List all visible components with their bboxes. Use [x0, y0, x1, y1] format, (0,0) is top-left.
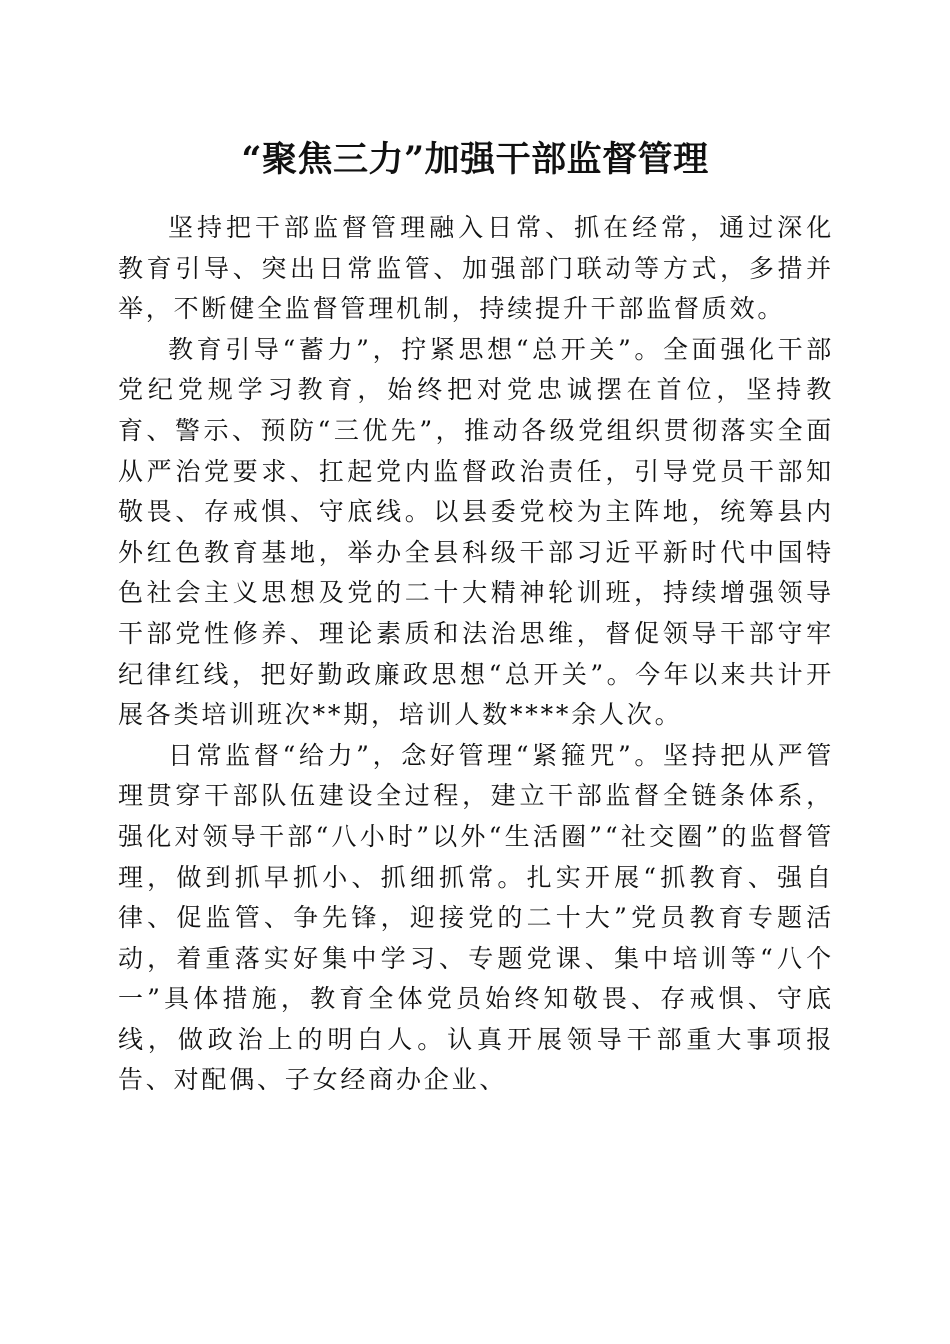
paragraph-education-guidance: 教育引导“蓄力”，拧紧思想“总开关”。全面强化干部党纪党规学习教育，始终把对党忠诚摆在首位，坚持教育、警示、预防“三优先”，推动各级党组织贯彻落实全面从严治党要求、扛起党内监督政治责任，引导党员干部知敬畏、存戒惧、守底线。以县委党校为主阵地，统筹县内外红色教育基地，举办全县科级干部习近平新时代中国特色社会主义思想及党的二十大精神轮训班，持续增强领导干部党性修养、理论素质和法治思维，督促领导干部守牢纪律红线，把好勤政廉政思想“总开关”。今年以来共计开展各类培训班次**期，培训人数****余人次。 — [118, 334, 834, 730]
document-body — [118, 208, 834, 1101]
paragraph-daily-supervision: 日常监督“给力”，念好管理“紧箍咒”。坚持把从严管理贯穿干部队伍建设全过程，建立干部监督全链条体系，强化对领导干部“八小时”以外“生活圈”“社交圈”的监督管理，做到抓早抓小、抓细抓常。扎实开展“抓教育、强自律、促监管、争先锋，迎接党的二十大”党员教育专题活动，着重落实好集中学习、专题党课、集中培训等“八个一”具体措施，教育全体党员始终知敬畏、存戒惧、守底线，做政治上的明白人。认真开展领导干部重大事项报告、对配偶、子女经商办企业、 — [118, 740, 834, 1095]
document-title: “聚焦三力”加强干部监督管理 — [241, 139, 709, 180]
paragraph-intro: 坚持把干部监督管理融入日常、抓在经常，通过深化教育引导、突出日常监管、加强部门联动等方式，多措并举，不断健全监督管理机制，持续提升干部监督质效。 — [118, 213, 834, 324]
